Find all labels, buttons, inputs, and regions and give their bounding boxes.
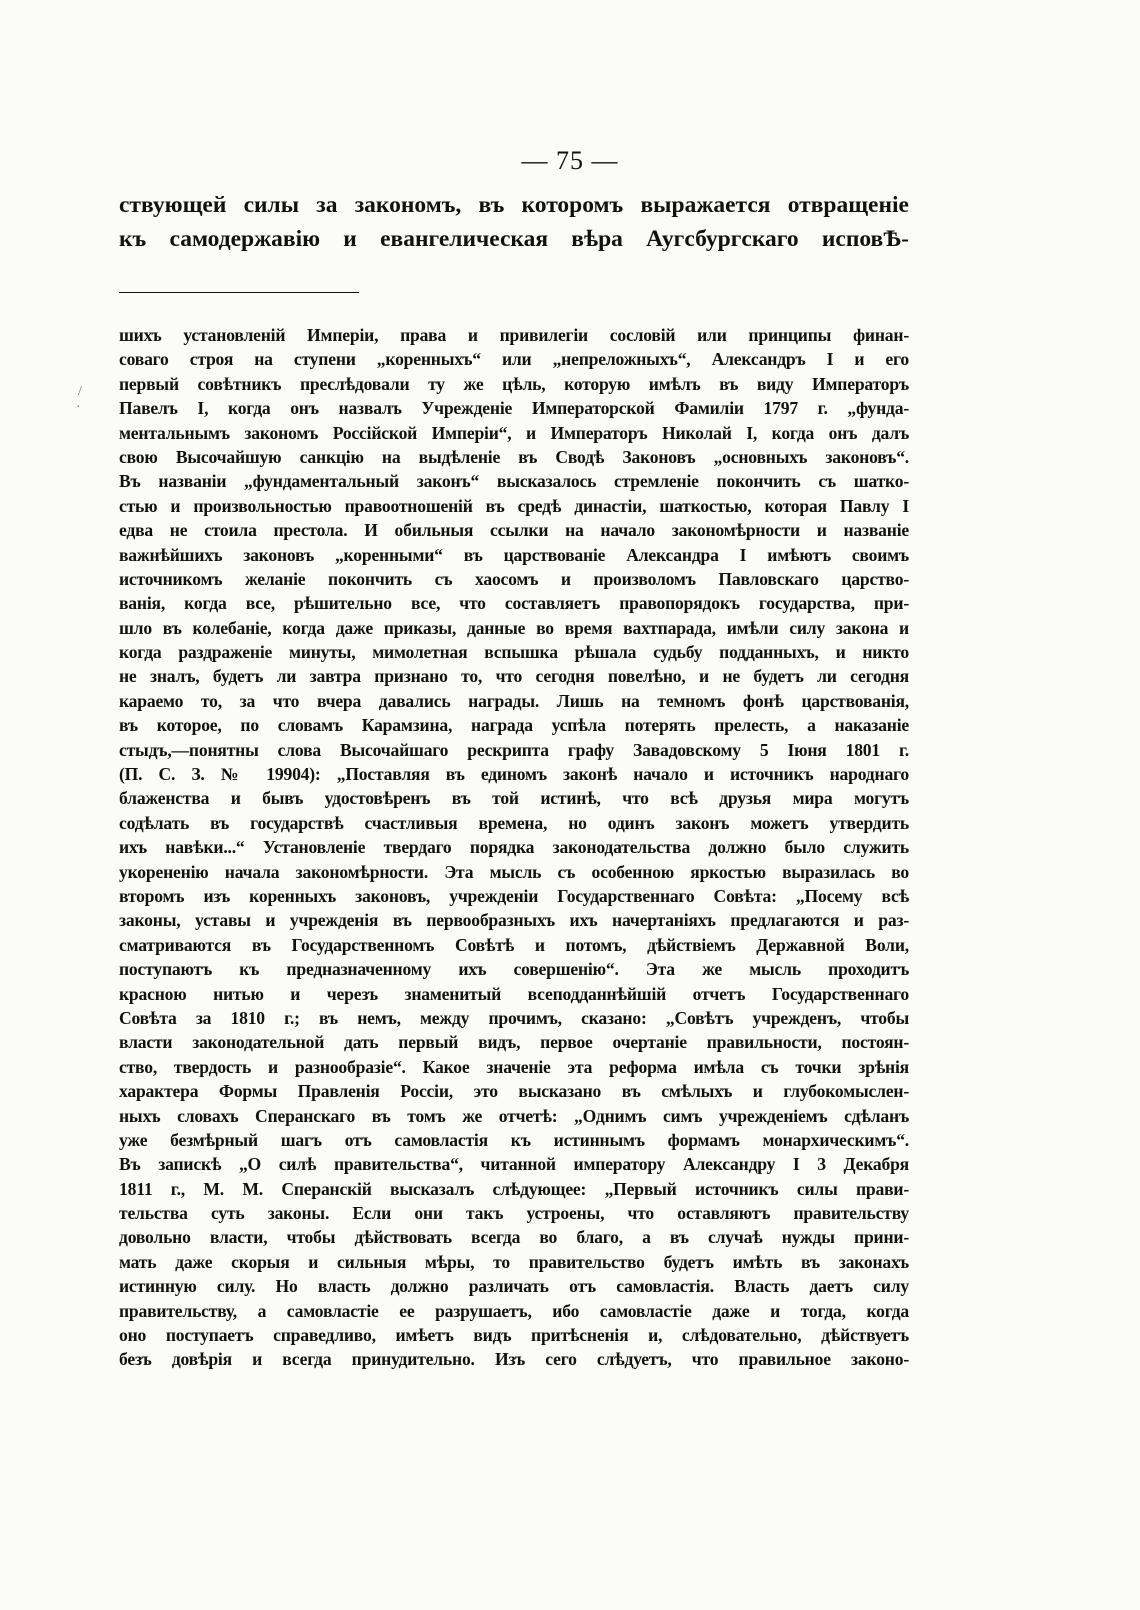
footnote-line: ванія, когда все, рѣшительно все, что составляетъ правопорядокъ государства, при-: [119, 593, 909, 614]
footnote-line: второмъ изъ коренныхъ законовъ, учрежденіи Государственнаго Совѣта: „Посему всѣ: [119, 885, 909, 906]
page-number: — 75 —: [521, 146, 619, 175]
footnote-line: безъ довѣрія и всегда принудительно. Изъ сего слѣдуетъ, что правильное законо-: [119, 1349, 909, 1370]
footnote-separator-rule: [119, 292, 359, 293]
footnote-line: Въ запискѣ „О силѣ правительства“, читанной императору Александру I 3 Декабря: [119, 1154, 909, 1175]
footnote-line: поступаютъ къ предназначенному ихъ совершенію“. Эта же мысль проходитъ: [119, 959, 909, 980]
footnote-line: важнѣйшихъ законовъ „коренными“ въ царствованіе Александра I имѣютъ своимъ: [119, 544, 909, 565]
footnote-line: когда раздраженіе минуты, мимолетная вспышка рѣшала судьбу подданныхъ, и никто: [119, 642, 909, 663]
footnote-line: оно поступаетъ справедливо, имѣетъ видъ притѣсненія и, слѣдовательно, дѣйствуетъ: [119, 1325, 909, 1346]
footnote-line: шло въ колебаніе, когда даже приказы, данные во время вахтпарада, имѣли силу закона и: [119, 617, 909, 638]
main-text-line: къ самодержавію и евангелическая вѣра Аугсбургскаго исповѢ-: [119, 226, 909, 252]
footnote-line: правительству, а самовластіе ее разрушаетъ, ибо самовластіе даже и тогда, когда: [119, 1300, 909, 1321]
footnote-line: довольно власти, чтобы дѣйствовать всегда во благо, а въ случаѣ нужды прини-: [119, 1227, 909, 1248]
footnote-line: ихъ навѣки...“ Установленіе твердаго порядка законодательства должно было служить: [119, 837, 909, 858]
main-text: [119, 188, 909, 256]
footnote-line: уже безмѣрный шагъ отъ самовластія къ истиннымъ формамъ монархическимъ“.: [119, 1129, 909, 1150]
footnote-line: 1811 г., М. М. Сперанскій высказалъ слѣдующее: „Первый источникъ силы прави-: [119, 1178, 909, 1199]
footnote-line: красною нитью и черезъ знаменитый всеподданнѣйшій отчетъ Государственнаго: [119, 983, 909, 1004]
footnote-line: стью и произвольностью правоотношеній въ средѣ династіи, шаткостью, которая Павлу I: [119, 495, 909, 516]
footnote-line: сматриваются въ Государственномъ Совѣтѣ и потомъ, дѣйствіемъ Державной Воли,: [119, 934, 909, 955]
footnote-line: тельства суть законы. Если они такъ устроены, что оставляютъ правительству: [119, 1203, 909, 1224]
footnote-line: Павелъ I, когда онъ назвалъ Учрежденіе Императорской Фамиліи 1797 г. „фунда-: [119, 398, 909, 419]
footnote-line: караемо то, за что вчера давались награды. Лишь на темномъ фонѣ царствованія,: [119, 690, 909, 711]
footnote-line: едва не стоила престола. И обильныя ссылки на начало закономѣрности и названіе: [119, 520, 909, 541]
footnote-line: законы, уставы и учрежденія въ первообразныхъ ихъ начертаніяхъ предлагаются и раз-: [119, 910, 909, 931]
footnote-line: (П. С. З. № 19904): „Поставляя въ единомъ законѣ начало и источникъ народнаго: [119, 764, 909, 785]
footnote-line: стыдъ,—понятны слова Высочайшаго рескрипта графу Завадовскому 5 Іюня 1801 г.: [119, 739, 909, 760]
footnote-line: истинную силу. Но власть должно различать отъ самовластія. Власть даетъ силу: [119, 1276, 909, 1297]
footnote-line: Совѣта за 1810 г.; въ немъ, между прочимъ, сказано: „Совѣтъ учрежденъ, чтобы: [119, 1007, 909, 1028]
footnote-line: мать даже скорыя и сильныя мѣры, то правительство будетъ имѣть въ законахъ: [119, 1251, 909, 1272]
footnote-line: власти законодательной дать первый видъ, первое очертаніе правильности, постоян-: [119, 1032, 909, 1053]
footnote-line: первый совѣтникъ преслѣдовали ту же цѣль, которую имѣлъ въ виду Императоръ: [119, 373, 909, 394]
footnote-line: шихъ установленій Имперіи, права и привилегіи сословій или принципы финан-: [119, 325, 909, 345]
footnote: [119, 323, 909, 1372]
footnote-line: не зналъ, будетъ ли завтра признано то, что сегодня повелѣно, и не будетъ ли сегодня: [119, 666, 909, 687]
footnote-line: источникомъ желаніе покончить съ хаосомъ и произволомъ Павловскаго царство-: [119, 568, 909, 589]
footnote-line: содѣлать въ государствѣ счастливыя времена, но одинъ законъ можетъ утвердить: [119, 812, 909, 833]
footnote-line: ментальнымъ закономъ Россійской Имперіи“, и Императоръ Николай I, когда онъ далъ: [119, 422, 909, 443]
footnote-line: свою Высочайшую санкцію на выдѣленіе въ Сводѣ Законовъ „основныхъ законовъ“.: [119, 446, 909, 467]
footnote-line: соваго строя на ступени „коренныхъ“ или „непреложныхъ“, Александръ I и его: [119, 349, 909, 370]
footnote-line: ство, твердость и разнообразіе“. Какое значеніе эта реформа имѣла съ точки зрѣнія: [119, 1056, 909, 1077]
footnote-line: блаженства и бывъ удостовѣренъ въ той истинѣ, что всѣ друзья мира могутъ: [119, 788, 909, 809]
footnote-line: въ которое, по словамъ Карамзина, награда успѣла потерять прелесть, а наказаніе: [119, 715, 909, 736]
scan-speck: /: [78, 384, 82, 399]
footnote-line: укорененію начала закономѣрности. Эта мысль съ особенною яркостью выразилась во: [119, 861, 909, 882]
scan-speck: ·: [76, 400, 81, 415]
footnote-line: характера Формы Правленія Россіи, это высказано въ смѣлыхъ и глубокомыслен-: [119, 1081, 909, 1102]
main-text-line: ствующей силы за закономъ, въ которомъ выражается отвращеніе: [119, 192, 909, 218]
footnote-line: ныхъ словахъ Сперанскаго въ томъ же отчетѣ: „Однимъ симъ учрежденіемъ сдѣланъ: [119, 1105, 909, 1126]
footnote-line: Въ названіи „фундаментальный законъ“ высказалось стремленіе покончить съ шатко-: [119, 471, 909, 492]
